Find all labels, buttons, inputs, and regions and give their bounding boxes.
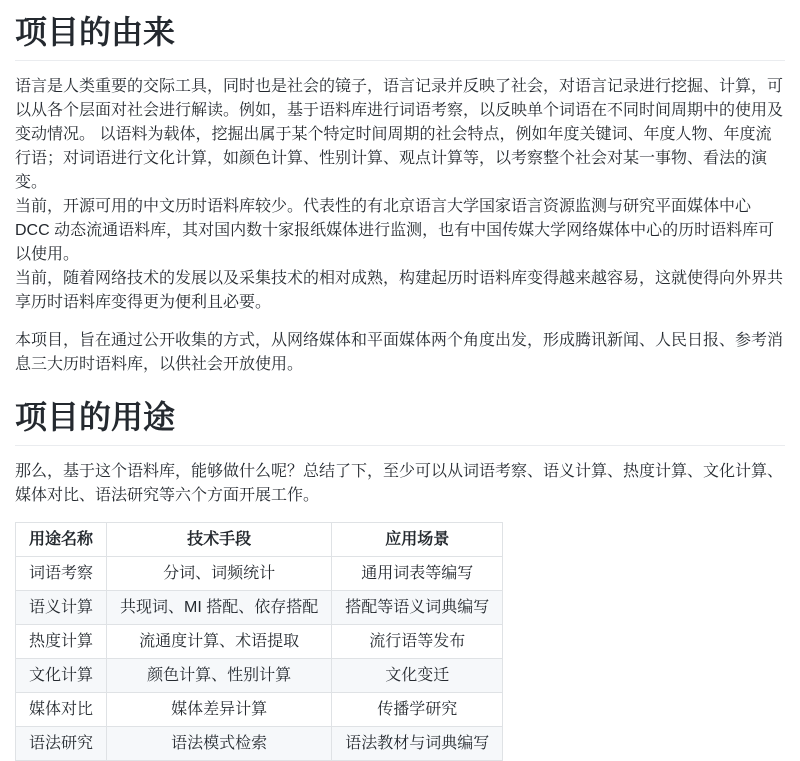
section-origin-heading: 项目的由来	[15, 12, 785, 61]
table-cell: 分词、词频统计	[107, 557, 332, 591]
table-cell: 语义计算	[16, 591, 107, 625]
origin-paragraph-1-segment-1: 语言是人类重要的交际工具，同时也是社会的镜子，语言记录并反映了社会，对语言记录进行挖掘、计算，可以从各个层面对社会进行解读。例如，基于语料库进行词语考察，以反映单个词语在不同时间周期中的使用及变动情况。 以语料为载体，挖掘出属于某个特定时间周期的社会特点，例如年度关键词、年度人物、年度流行语；对词语进行文化计算，如颜色计算、性别计算、观点计算等，以考察整个社会对某一事物、看法的演变。	[15, 78, 784, 191]
table-cell: 流通度计算、术语提取	[107, 625, 332, 659]
table-cell: 文化变迁	[332, 659, 503, 693]
table-cell: 语法研究	[16, 727, 107, 761]
usage-table-header-scenario: 应用场景	[332, 523, 503, 557]
table-cell: 媒体对比	[16, 693, 107, 727]
origin-paragraph-1-segment-3: 当前，随着网络技术的发展以及采集技术的相对成熟，构建起历时语料库变得越来越容易，这就使得向外界共享历时语料库变得更为便利且必要。	[15, 270, 784, 311]
table-row	[16, 727, 503, 761]
table-cell: 文化计算	[16, 659, 107, 693]
usage-table	[15, 522, 503, 761]
table-row	[16, 693, 503, 727]
table-cell: 词语考察	[16, 557, 107, 591]
table-cell: 通用词表等编写	[332, 557, 503, 591]
usage-intro-paragraph: 那么，基于这个语料库，能够做什么呢？总结了下，至少可以从词语考察、语义计算、热度计算、文化计算、媒体对比、语法研究等六个方面开展工作。	[15, 463, 784, 504]
table-row	[16, 625, 503, 659]
table-cell: 流行语等发布	[332, 625, 503, 659]
document-body	[15, 12, 785, 761]
usage-table-header-row	[16, 523, 503, 557]
origin-paragraph-1-segment-2: 当前，开源可用的中文历时语料库较少。代表性的有北京语言大学国家语言资源监测与研究平面媒体中心 DCC 动态流通语料库，其对国内数十家报纸媒体进行监测，也有中国传媒大学网络媒体中心的历时语料库可以使用。	[15, 198, 775, 263]
table-cell: 搭配等语义词典编写	[332, 591, 503, 625]
table-cell: 颜色计算、性别计算	[107, 659, 332, 693]
usage-table-header-name: 用途名称	[16, 523, 107, 557]
table-cell: 语法模式检索	[107, 727, 332, 761]
usage-table-head	[16, 523, 503, 557]
usage-table-header-technique: 技术手段	[107, 523, 332, 557]
table-row	[16, 659, 503, 693]
table-cell: 媒体差异计算	[107, 693, 332, 727]
table-cell: 共现词、MI 搭配、依存搭配	[107, 591, 332, 625]
section-origin	[15, 12, 785, 377]
table-cell: 热度计算	[16, 625, 107, 659]
table-row	[16, 591, 503, 625]
table-cell: 传播学研究	[332, 693, 503, 727]
usage-table-body	[16, 557, 503, 761]
table-cell: 语法教材与词典编写	[332, 727, 503, 761]
origin-paragraph-2: 本项目，旨在通过公开收集的方式，从网络媒体和平面媒体两个角度出发，形成腾讯新闻、人民日报、参考消息三大历时语料库，以供社会开放使用。	[15, 332, 784, 373]
section-usage	[15, 397, 785, 761]
origin-paragraph-1	[15, 75, 785, 315]
section-usage-heading: 项目的用途	[15, 397, 785, 446]
table-row	[16, 557, 503, 591]
